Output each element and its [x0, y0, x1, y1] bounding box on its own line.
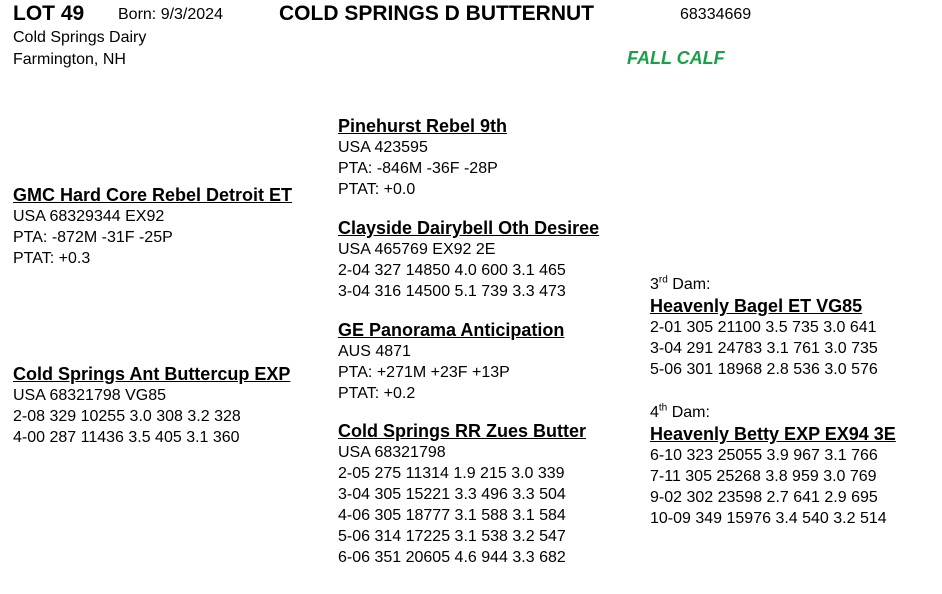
farm-name: Cold Springs Dairy: [13, 29, 147, 46]
record-line: PTA: -872M -31F -25P: [13, 229, 173, 246]
third-dam-lines: [650, 317, 878, 380]
record-line: 3-04 305 15221 3.3 496 3.3 504: [338, 486, 566, 503]
fourth-dam-label: 4th Dam:: [650, 402, 710, 421]
third-dam-label: 3rd Dam:: [650, 274, 711, 293]
record-line: 5-06 314 17225 3.1 538 3.2 547: [338, 528, 566, 545]
third-dam-block: [650, 274, 878, 380]
dam-sire-block: [338, 319, 564, 404]
record-line: PTA: -846M -36F -28P: [338, 160, 498, 177]
record-line: PTAT: +0.2: [338, 385, 416, 402]
dam-sire-name: GE Panorama Anticipation: [338, 320, 565, 340]
sire-sire-block: [338, 115, 507, 200]
record-line: USA 68321798 VG85: [13, 387, 167, 404]
animal-name: COLD SPRINGS D BUTTERNUT: [279, 2, 594, 25]
sire-name: GMC Hard Core Rebel Detroit ET: [13, 185, 293, 205]
record-line: 6-10 323 25055 3.9 967 3.1 766: [650, 447, 878, 464]
record-line: 10-09 349 15976 3.4 540 3.2 514: [650, 510, 887, 527]
dam-dam-lines: [338, 442, 586, 568]
sire-sire-name: Pinehurst Rebel 9th: [338, 116, 508, 136]
dam-dam-block: [338, 420, 586, 568]
record-line: 4-00 287 11436 3.5 405 3.1 360: [13, 429, 240, 446]
record-line: USA 68329344 EX92: [13, 208, 165, 225]
lot-number: LOT 49: [13, 2, 85, 25]
fourth-dam-name: Heavenly Betty EXP EX94 3E: [650, 424, 896, 444]
record-line: PTA: +271M +23F +13P: [338, 364, 510, 381]
fourth-dam-lines: [650, 445, 896, 529]
sire-lines: [13, 206, 292, 269]
record-line: AUS 4871: [338, 343, 411, 360]
dam-sire-lines: [338, 341, 564, 404]
record-line: PTAT: +0.0: [338, 181, 416, 198]
registration-number: 68334669: [680, 6, 752, 23]
sire-dam-block: [338, 217, 599, 302]
sire-block: [13, 184, 292, 269]
class-label: FALL CALF: [627, 48, 725, 68]
record-line: 2-04 327 14850 4.0 600 3.1 465: [338, 262, 566, 279]
record-line: USA 465769 EX92 2E: [338, 241, 496, 258]
record-line: 2-01 305 21100 3.5 735 3.0 641: [650, 319, 877, 336]
record-line: 4-06 305 18777 3.1 588 3.1 584: [338, 507, 566, 524]
record-line: 6-06 351 20605 4.6 944 3.3 682: [338, 549, 566, 566]
record-line: 7-11 305 25268 3.8 959 3.0 769: [650, 468, 877, 485]
record-line: USA 68321798: [338, 444, 446, 461]
sire-dam-lines: [338, 239, 599, 302]
record-line: 3-04 316 14500 5.1 739 3.3 473: [338, 283, 566, 300]
birth-date: Born: 9/3/2024: [118, 6, 223, 23]
record-line: 2-08 329 10255 3.0 308 3.2 328: [13, 408, 241, 425]
record-line: 3-04 291 24783 3.1 761 3.0 735: [650, 340, 878, 357]
breeder-info: [13, 27, 146, 71]
farm-location: Farmington, NH: [13, 51, 126, 68]
record-line: 2-05 275 11314 1.9 215 3.0 339: [338, 465, 565, 482]
sire-dam-name: Clayside Dairybell Oth Desiree: [338, 218, 600, 238]
sire-sire-lines: [338, 137, 507, 200]
record-line: 5-06 301 18968 2.8 536 3.0 576: [650, 361, 878, 378]
dam-block: [13, 363, 290, 448]
record-line: USA 423595: [338, 139, 428, 156]
record-line: PTAT: +0.3: [13, 250, 91, 267]
record-line: 9-02 302 23598 2.7 641 2.9 695: [650, 489, 878, 506]
dam-name: Cold Springs Ant Buttercup EXP: [13, 364, 291, 384]
fourth-dam-block: [650, 402, 896, 529]
dam-lines: [13, 385, 290, 448]
dam-dam-name: Cold Springs RR Zues Butter: [338, 421, 587, 441]
third-dam-name: Heavenly Bagel ET VG85: [650, 296, 863, 316]
